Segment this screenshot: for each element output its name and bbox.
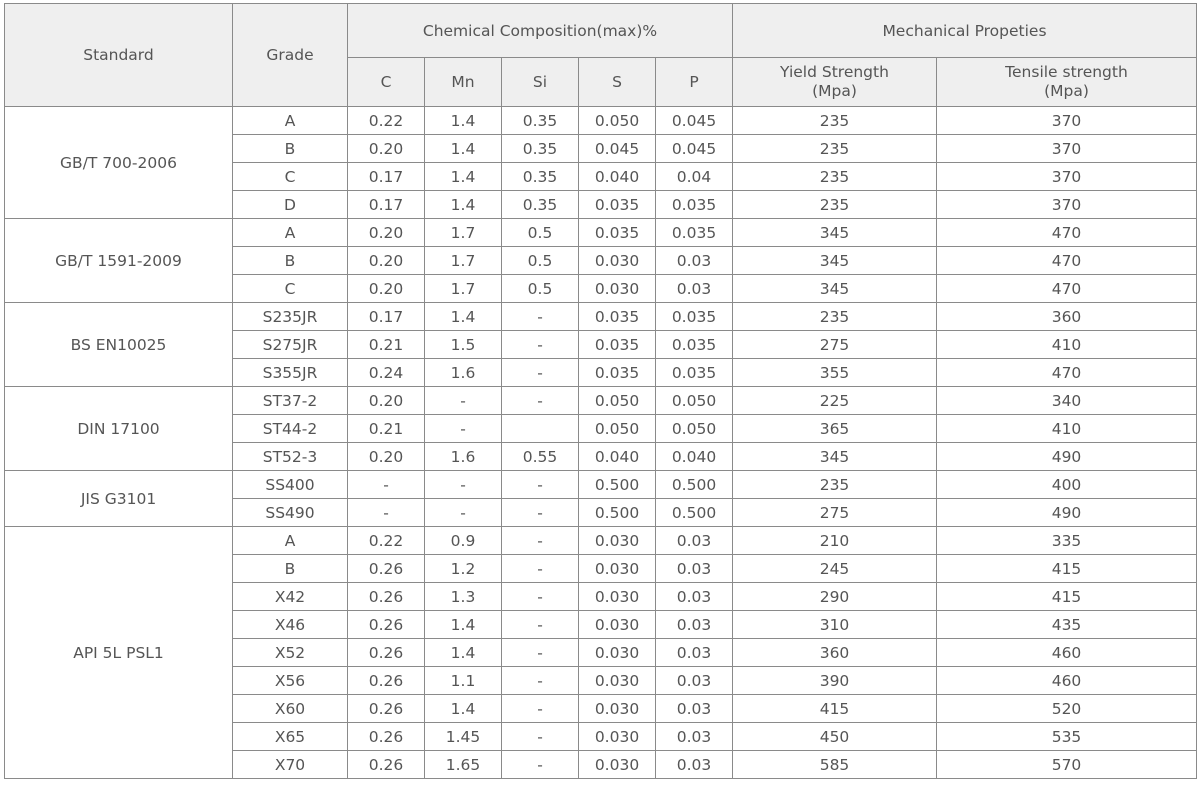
yield-strength-cell: 225	[733, 387, 937, 415]
s-cell: 0.040	[579, 163, 656, 191]
mn-cell: -	[425, 387, 502, 415]
si-cell: 0.35	[502, 107, 579, 135]
p-cell: 0.03	[656, 247, 733, 275]
grade-cell: SS400	[233, 471, 348, 499]
s-cell: 0.030	[579, 527, 656, 555]
mn-cell: 0.9	[425, 527, 502, 555]
tensile-strength-cell: 470	[937, 359, 1197, 387]
yield-strength-cell: 345	[733, 247, 937, 275]
p-cell: 0.03	[656, 527, 733, 555]
c-cell: 0.21	[348, 415, 425, 443]
si-cell: -	[502, 639, 579, 667]
table-body	[5, 107, 1197, 779]
standard-cell: DIN 17100	[5, 387, 233, 471]
tensile-strength-cell: 415	[937, 583, 1197, 611]
p-cell: 0.045	[656, 135, 733, 163]
c-cell: 0.22	[348, 107, 425, 135]
tensile-strength-cell: 460	[937, 639, 1197, 667]
grade-cell: X65	[233, 723, 348, 751]
standard-cell: GB/T 700-2006	[5, 107, 233, 219]
mn-cell: -	[425, 499, 502, 527]
header-s: S	[579, 58, 656, 107]
c-cell: 0.26	[348, 695, 425, 723]
tensile-strength-cell: 340	[937, 387, 1197, 415]
c-cell: 0.17	[348, 163, 425, 191]
p-cell: 0.050	[656, 415, 733, 443]
s-cell: 0.030	[579, 751, 656, 779]
yield-strength-cell: 345	[733, 443, 937, 471]
p-cell: 0.03	[656, 611, 733, 639]
tensile-strength-cell: 535	[937, 723, 1197, 751]
yield-strength-cell: 210	[733, 527, 937, 555]
yield-strength-cell: 310	[733, 611, 937, 639]
grade-cell: C	[233, 163, 348, 191]
yield-strength-cell: 235	[733, 135, 937, 163]
tensile-strength-cell: 415	[937, 555, 1197, 583]
p-cell: 0.035	[656, 219, 733, 247]
grade-cell: A	[233, 527, 348, 555]
tensile-strength-cell: 460	[937, 667, 1197, 695]
yield-strength-cell: 390	[733, 667, 937, 695]
si-cell: -	[502, 527, 579, 555]
c-cell: 0.17	[348, 303, 425, 331]
c-cell: -	[348, 471, 425, 499]
p-cell: 0.040	[656, 443, 733, 471]
yield-strength-cell: 275	[733, 499, 937, 527]
c-cell: 0.20	[348, 247, 425, 275]
grade-cell: A	[233, 219, 348, 247]
si-cell: -	[502, 667, 579, 695]
p-cell: 0.03	[656, 555, 733, 583]
p-cell: 0.035	[656, 191, 733, 219]
si-cell: 0.5	[502, 219, 579, 247]
header-p: P	[656, 58, 733, 107]
c-cell: 0.20	[348, 443, 425, 471]
s-cell: 0.035	[579, 191, 656, 219]
s-cell: 0.040	[579, 443, 656, 471]
p-cell: 0.050	[656, 387, 733, 415]
grade-cell: D	[233, 191, 348, 219]
yield-strength-cell: 345	[733, 275, 937, 303]
c-cell: 0.26	[348, 667, 425, 695]
si-cell: -	[502, 471, 579, 499]
tensile-strength-cell: 370	[937, 163, 1197, 191]
si-cell: -	[502, 359, 579, 387]
mn-cell: 1.4	[425, 191, 502, 219]
c-cell: 0.26	[348, 723, 425, 751]
p-cell: 0.03	[656, 583, 733, 611]
grade-cell: X60	[233, 695, 348, 723]
s-cell: 0.030	[579, 583, 656, 611]
mn-cell: 1.4	[425, 135, 502, 163]
si-cell: 0.5	[502, 275, 579, 303]
c-cell: 0.20	[348, 275, 425, 303]
tensile-strength-cell: 570	[937, 751, 1197, 779]
mn-cell: 1.7	[425, 247, 502, 275]
mn-cell: 1.2	[425, 555, 502, 583]
c-cell: 0.20	[348, 219, 425, 247]
grade-cell: S275JR	[233, 331, 348, 359]
tensile-strength-cell: 490	[937, 443, 1197, 471]
mn-cell: 1.3	[425, 583, 502, 611]
p-cell: 0.045	[656, 107, 733, 135]
p-cell: 0.03	[656, 639, 733, 667]
s-cell: 0.030	[579, 611, 656, 639]
mn-cell: 1.4	[425, 163, 502, 191]
si-cell: 0.55	[502, 443, 579, 471]
header-grade: Grade	[233, 4, 348, 107]
p-cell: 0.03	[656, 695, 733, 723]
tensile-strength-cell: 370	[937, 191, 1197, 219]
grade-cell: ST37-2	[233, 387, 348, 415]
grade-cell: ST52-3	[233, 443, 348, 471]
tensile-strength-cell: 400	[937, 471, 1197, 499]
tensile-strength-cell: 490	[937, 499, 1197, 527]
c-cell: 0.24	[348, 359, 425, 387]
header-tensile-strength	[937, 58, 1197, 107]
mn-cell: 1.4	[425, 695, 502, 723]
mn-cell: 1.65	[425, 751, 502, 779]
mn-cell: -	[425, 471, 502, 499]
si-cell: -	[502, 331, 579, 359]
si-cell: 0.5	[502, 247, 579, 275]
standard-cell: API 5L PSL1	[5, 527, 233, 779]
s-cell: 0.030	[579, 723, 656, 751]
s-cell: 0.500	[579, 499, 656, 527]
header-mn: Mn	[425, 58, 502, 107]
steel-spec-table-container	[4, 3, 1197, 779]
tensile-strength-cell: 470	[937, 247, 1197, 275]
mn-cell: -	[425, 415, 502, 443]
c-cell: 0.26	[348, 639, 425, 667]
grade-cell: B	[233, 247, 348, 275]
yield-strength-cell: 365	[733, 415, 937, 443]
tensile-strength-cell: 520	[937, 695, 1197, 723]
s-cell: 0.050	[579, 415, 656, 443]
standard-cell: GB/T 1591-2009	[5, 219, 233, 303]
s-cell: 0.035	[579, 331, 656, 359]
yield-strength-cell: 235	[733, 303, 937, 331]
s-cell: 0.050	[579, 387, 656, 415]
yield-strength-cell: 275	[733, 331, 937, 359]
header-si: Si	[502, 58, 579, 107]
tensile-strength-cell: 470	[937, 275, 1197, 303]
c-cell: 0.22	[348, 527, 425, 555]
p-cell: 0.035	[656, 303, 733, 331]
mn-cell: 1.7	[425, 275, 502, 303]
header-tensile-strength-label: Tensile strength	[1005, 63, 1128, 81]
mn-cell: 1.6	[425, 443, 502, 471]
tensile-strength-cell: 360	[937, 303, 1197, 331]
c-cell: 0.26	[348, 555, 425, 583]
yield-strength-cell: 235	[733, 163, 937, 191]
grade-cell: B	[233, 555, 348, 583]
table-row	[5, 471, 1197, 499]
header-tensile-strength-unit: (Mpa)	[1044, 82, 1089, 100]
tensile-strength-cell: 435	[937, 611, 1197, 639]
tensile-strength-cell: 470	[937, 219, 1197, 247]
table-row	[5, 107, 1197, 135]
grade-cell: ST44-2	[233, 415, 348, 443]
si-cell: 0.35	[502, 191, 579, 219]
s-cell: 0.035	[579, 219, 656, 247]
p-cell: 0.500	[656, 499, 733, 527]
header-c: C	[348, 58, 425, 107]
p-cell: 0.03	[656, 667, 733, 695]
s-cell: 0.500	[579, 471, 656, 499]
grade-cell: B	[233, 135, 348, 163]
grade-cell: X56	[233, 667, 348, 695]
header-chemical-composition: Chemical Composition(max)%	[348, 4, 733, 58]
si-cell	[502, 415, 579, 443]
s-cell: 0.030	[579, 555, 656, 583]
grade-cell: SS490	[233, 499, 348, 527]
c-cell: 0.17	[348, 191, 425, 219]
si-cell: -	[502, 499, 579, 527]
si-cell: -	[502, 583, 579, 611]
yield-strength-cell: 355	[733, 359, 937, 387]
p-cell: 0.03	[656, 723, 733, 751]
grade-cell: X70	[233, 751, 348, 779]
tensile-strength-cell: 370	[937, 107, 1197, 135]
header-mechanical-properties: Mechanical Propeties	[733, 4, 1197, 58]
grade-cell: S355JR	[233, 359, 348, 387]
yield-strength-cell: 235	[733, 191, 937, 219]
c-cell: 0.20	[348, 135, 425, 163]
yield-strength-cell: 235	[733, 107, 937, 135]
p-cell: 0.035	[656, 331, 733, 359]
s-cell: 0.050	[579, 107, 656, 135]
p-cell: 0.500	[656, 471, 733, 499]
si-cell: 0.35	[502, 135, 579, 163]
si-cell: 0.35	[502, 163, 579, 191]
tensile-strength-cell: 410	[937, 331, 1197, 359]
yield-strength-cell: 360	[733, 639, 937, 667]
standard-cell: JIS G3101	[5, 471, 233, 527]
s-cell: 0.035	[579, 359, 656, 387]
tensile-strength-cell: 335	[937, 527, 1197, 555]
table-header	[5, 4, 1197, 107]
mn-cell: 1.4	[425, 107, 502, 135]
tensile-strength-cell: 370	[937, 135, 1197, 163]
yield-strength-cell: 415	[733, 695, 937, 723]
mn-cell: 1.4	[425, 639, 502, 667]
yield-strength-cell: 235	[733, 471, 937, 499]
s-cell: 0.035	[579, 303, 656, 331]
mn-cell: 1.4	[425, 303, 502, 331]
header-yield-strength-label: Yield Strength	[780, 63, 889, 81]
header-yield-strength-unit: (Mpa)	[812, 82, 857, 100]
table-row	[5, 219, 1197, 247]
tensile-strength-cell: 410	[937, 415, 1197, 443]
si-cell: -	[502, 695, 579, 723]
grade-cell: A	[233, 107, 348, 135]
c-cell: 0.26	[348, 751, 425, 779]
yield-strength-cell: 345	[733, 219, 937, 247]
standard-cell: BS EN10025	[5, 303, 233, 387]
s-cell: 0.030	[579, 639, 656, 667]
table-row	[5, 527, 1197, 555]
s-cell: 0.030	[579, 275, 656, 303]
grade-cell: X52	[233, 639, 348, 667]
header-yield-strength	[733, 58, 937, 107]
c-cell: -	[348, 499, 425, 527]
grade-cell: X42	[233, 583, 348, 611]
steel-spec-table	[4, 3, 1197, 779]
mn-cell: 1.7	[425, 219, 502, 247]
si-cell: -	[502, 723, 579, 751]
si-cell: -	[502, 751, 579, 779]
mn-cell: 1.45	[425, 723, 502, 751]
s-cell: 0.045	[579, 135, 656, 163]
c-cell: 0.20	[348, 387, 425, 415]
table-row	[5, 303, 1197, 331]
grade-cell: X46	[233, 611, 348, 639]
grade-cell: S235JR	[233, 303, 348, 331]
p-cell: 0.035	[656, 359, 733, 387]
yield-strength-cell: 290	[733, 583, 937, 611]
s-cell: 0.030	[579, 667, 656, 695]
s-cell: 0.030	[579, 695, 656, 723]
c-cell: 0.21	[348, 331, 425, 359]
si-cell: -	[502, 611, 579, 639]
yield-strength-cell: 450	[733, 723, 937, 751]
c-cell: 0.26	[348, 611, 425, 639]
mn-cell: 1.5	[425, 331, 502, 359]
yield-strength-cell: 245	[733, 555, 937, 583]
grade-cell: C	[233, 275, 348, 303]
s-cell: 0.030	[579, 247, 656, 275]
table-row	[5, 387, 1197, 415]
c-cell: 0.26	[348, 583, 425, 611]
si-cell: -	[502, 303, 579, 331]
p-cell: 0.04	[656, 163, 733, 191]
yield-strength-cell: 585	[733, 751, 937, 779]
mn-cell: 1.1	[425, 667, 502, 695]
header-standard: Standard	[5, 4, 233, 107]
mn-cell: 1.4	[425, 611, 502, 639]
p-cell: 0.03	[656, 275, 733, 303]
si-cell: -	[502, 555, 579, 583]
si-cell: -	[502, 387, 579, 415]
p-cell: 0.03	[656, 751, 733, 779]
mn-cell: 1.6	[425, 359, 502, 387]
